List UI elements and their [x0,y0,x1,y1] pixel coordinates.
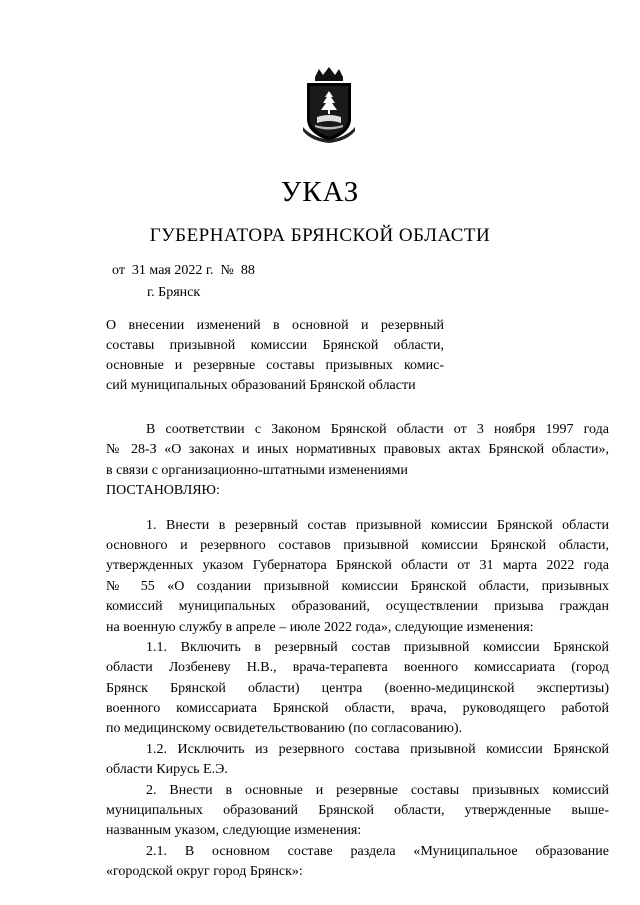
paragraph [106,481,609,501]
paragraph-line: 1.2. Исключить из резервного состава призывной комиссии Брянской [146,741,609,757]
paragraph-line: военного комиссариата Брянской области, врача, руководящего работой [106,701,609,717]
date-and-number: от 31 мая 2022 г. № 88 [112,263,255,278]
paragraph-line: в связи с организационно-штатными изменениями [106,462,408,478]
paragraph-line: ПОСТАНОВЛЯЮ: [106,483,220,499]
paragraph-line: на военную службу в апреле – июле 2022 года», следующие изменения: [106,619,534,635]
paragraph-line: № 28-З «О законах и иных нормативных правовых актах Брянской области», [106,442,609,458]
paragraph-line: названным указом, следующие изменения: [106,823,362,839]
paragraph [106,420,609,481]
paragraph [106,842,609,883]
paragraph [106,638,609,740]
paragraph-line: 2. Внести в основные и резервные составы призывных комиссий [146,782,609,798]
paragraph-line: «городской округ город Брянск»: [106,864,303,880]
paragraph-line: Брянск Брянской области) центра (военно-медицинской экспертизы) [106,680,609,696]
document-subject [106,316,444,396]
coat-of-arms-emblem [301,67,357,143]
paragraph-line: утвержденных указом Губернатора Брянской области от 31 марта 2022 года [106,558,609,574]
paragraph-line: по медицинскому освидетельствованию (по согласованию). [106,721,463,737]
document-title: УКАЗ [280,176,360,208]
subject-line: основные и резервные составы призывных комис- [106,358,444,373]
paragraph [106,781,609,842]
paragraph-line: 1.1. Включить в резервный состав призывной комиссии Брянской [146,639,609,655]
paragraph-line: основного и резервного составов призывной комиссии Брянской области, [106,537,609,553]
paragraph [106,740,609,781]
city: г. Брянск [147,285,201,300]
paragraph-line: муниципальных образований Брянской области, утвержденные выше- [106,803,609,819]
document-body [106,420,609,883]
paragraph-line: области Лозбеневу Н.В., врача-терапевта военного комиссариата (город [106,660,609,676]
subject-line: составы призывной комиссии Брянской области, [106,338,444,353]
paragraph-line: 1. Внести в резервный состав призывной комиссии Брянской области [146,517,609,533]
paragraph-line: 2.1. В основном составе раздела «Муниципальное образование [146,843,609,859]
paragraph [106,516,609,638]
paragraph-line: № 55 «О создании призывной комиссии Брянской области, призывных [106,578,609,594]
subject-line: сий муниципальных образований Брянской области [106,378,416,393]
paragraph-line: области Кирусь Е.Э. [106,762,228,778]
document-subtitle: ГУБЕРНАТОРА БРЯНСКОЙ ОБЛАСТИ [149,225,491,246]
paragraph-line: В соответствии с Законом Брянской области от 3 ноября 1997 года [146,422,609,437]
paragraph-line: комиссий муниципальных образований, осуществлении призыва граждан [106,599,609,615]
subject-line: О внесении изменений в основной и резервный [106,318,444,333]
